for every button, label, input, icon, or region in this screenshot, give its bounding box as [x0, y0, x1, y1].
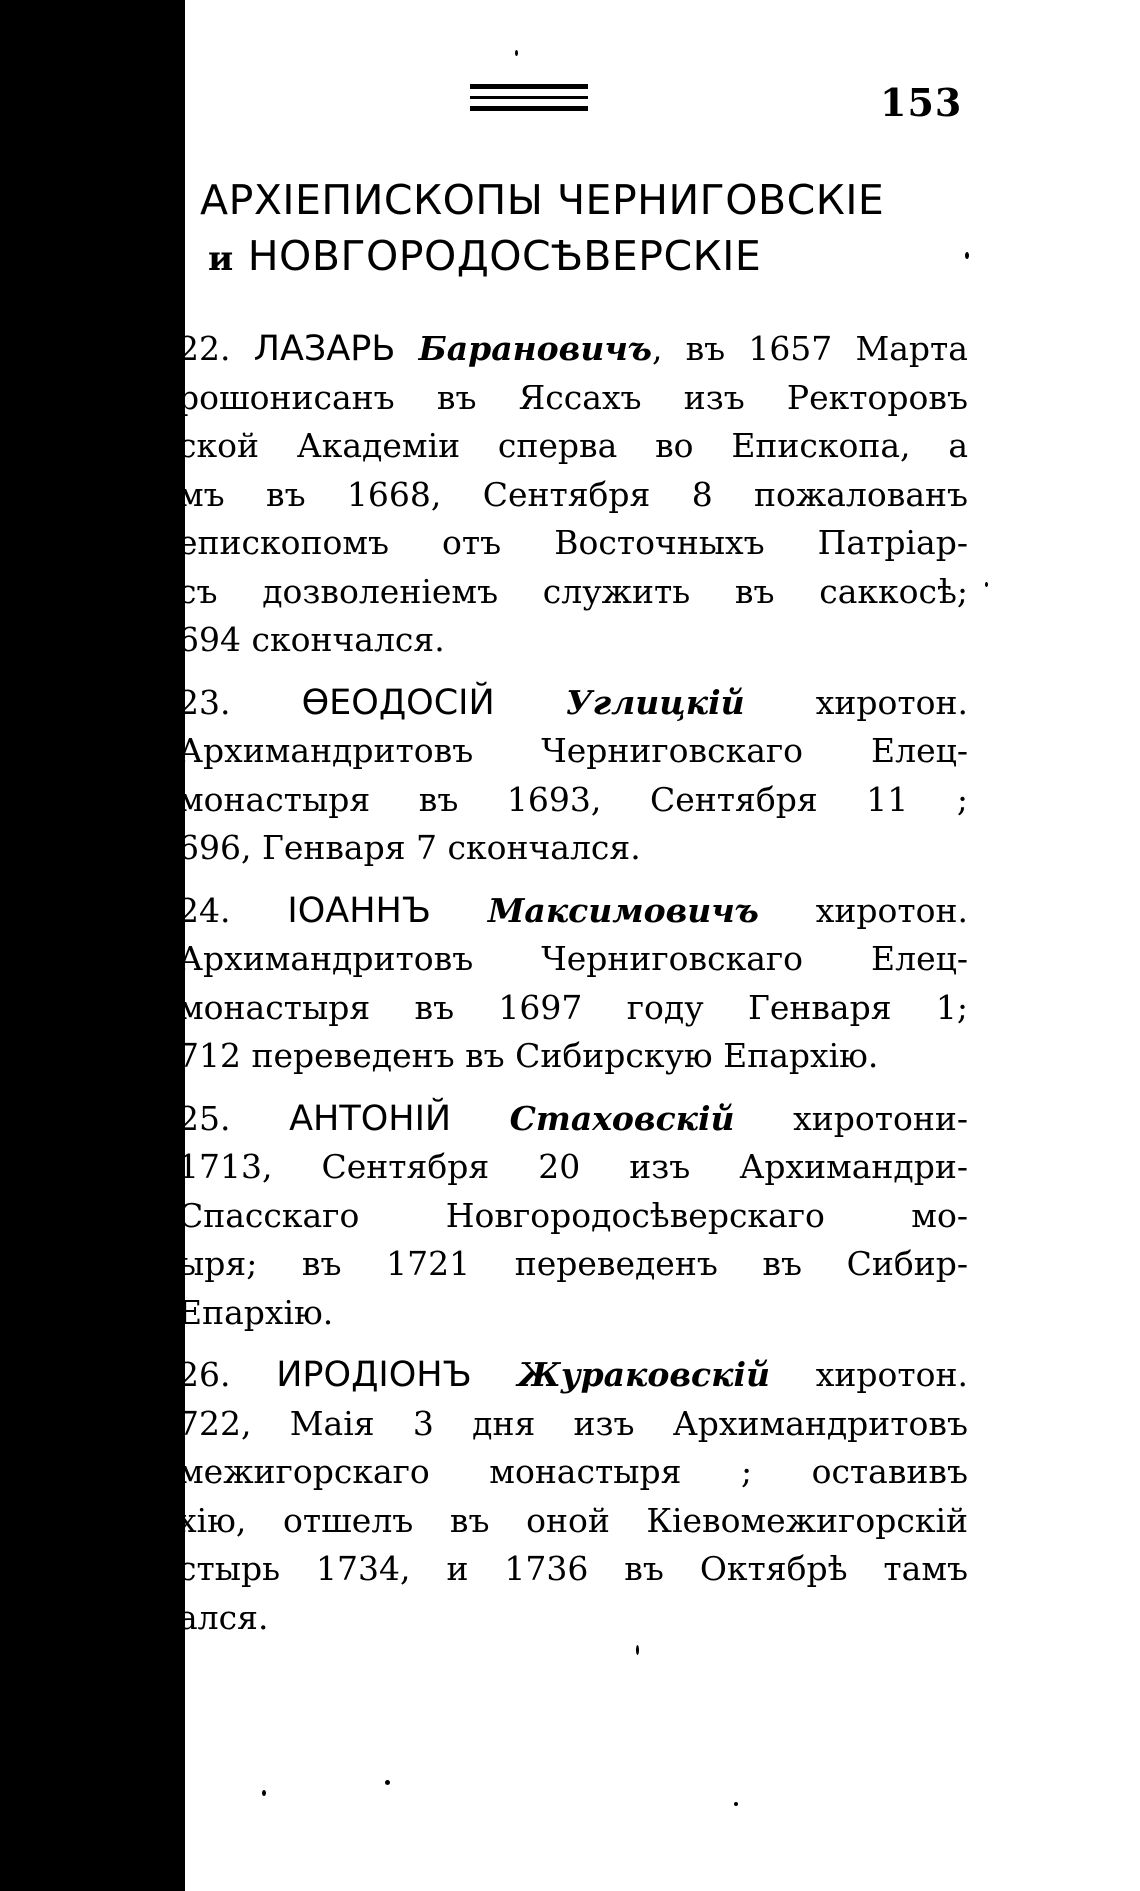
entry-line: мъ въ 1668, Сентября 8 пожалованъ [178, 474, 968, 514]
bishop-name: ЛАЗАРЬ [253, 329, 396, 369]
heading-line-2 [170, 228, 1000, 287]
heading-prefix: ) [170, 176, 187, 224]
biography-entry [178, 1095, 968, 1338]
bishop-surname: Стаховскій [509, 1098, 735, 1138]
entry-line: Архимандритовъ Черниговскаго Елец- [178, 939, 968, 978]
biography-entry [178, 887, 968, 1081]
entry-line: рошонисанъ въ Яссахъ изъ Ректоровъ [178, 377, 968, 417]
heading-title: АРХІЕПИСКОПЫ ЧЕРНИГОВСКІЕ [200, 176, 885, 224]
scan-speck [985, 582, 988, 587]
entry-first-line [178, 887, 968, 936]
entry-gap [178, 1081, 968, 1095]
entry-line: ался. [178, 1597, 269, 1637]
biography-entry [178, 1351, 968, 1642]
header-rule-top [470, 84, 588, 89]
entries-list [178, 325, 968, 1642]
heading-conjunction: и [208, 239, 234, 279]
entry-text: хиротон. [758, 890, 968, 930]
entry-line: епископомъ отъ Восточныхъ Патріар- [178, 523, 968, 562]
entry-text: хиротони- [734, 1098, 968, 1138]
entry-text: хиротон. [770, 1355, 968, 1394]
entry-gap [178, 665, 968, 679]
entry-line: ыря; въ 1721 переведенъ въ Сибир- [178, 1244, 968, 1283]
entry-number: 24. [178, 890, 288, 930]
heading-line-1 [170, 172, 1000, 228]
entry-number: 22. [178, 329, 254, 368]
bishop-name: ІОАННЪ [287, 890, 431, 931]
entry-text: , въ 1657 Марта [651, 329, 968, 368]
entry-line: 1713, Сентября 20 изъ Архимандри- [178, 1147, 968, 1186]
entry-first-line [178, 325, 968, 374]
entry-number: 26. [178, 1355, 277, 1394]
entry-line: 722, Маія 3 дня изъ Архимандритовъ [178, 1403, 968, 1443]
bishop-surname: Жураковскій [517, 1355, 771, 1394]
entry-line: 694 скончался. [178, 620, 445, 659]
entry-line: ской Академіи сперва во Епископа, а [178, 426, 968, 465]
header-rule-bottom [470, 106, 588, 111]
heading-subtitle: НОВГОРОДОСѢВЕРСКІЕ [247, 232, 762, 280]
bishop-surname: Углицкій [565, 682, 745, 722]
bishop-name: ИРОДІОНЪ [276, 1355, 472, 1395]
entry-line: Спасскаго Новгородосѣверскаго мо- [178, 1195, 968, 1235]
bishop-surname: Максимовичъ [487, 890, 759, 930]
scan-speck [965, 252, 969, 259]
entry-line: монастыря въ 1697 году Генваря 1; [178, 987, 968, 1027]
bishop-name: ѲЕОДОСІЙ [301, 682, 495, 723]
bishop-surname: Барановичъ [418, 329, 652, 368]
entry-first-line [178, 1095, 968, 1144]
entry-line: стырь 1734, и 1736 въ Октябрѣ тамъ [178, 1549, 968, 1588]
entry-text: хиротон. [744, 682, 968, 722]
scan-page-edge [0, 0, 185, 1891]
entry-gap [178, 873, 968, 887]
entry-line: монастыря въ 1693, Сентября 11 ; [178, 779, 968, 819]
entry-first-line [178, 679, 968, 728]
scan-speck [636, 1645, 639, 1655]
bishop-name: АНТОНІЙ [289, 1098, 452, 1139]
entry-line: съ дозволеніемъ служить въ саккосѣ; [178, 571, 968, 611]
entry-number: 23. [178, 682, 302, 722]
biography-entry [178, 679, 968, 873]
biography-entry [178, 325, 968, 665]
scan-speck [385, 1780, 390, 1785]
page-number: 153 [880, 80, 963, 125]
entry-line: Епархію. [178, 1292, 334, 1332]
entry-first-line [178, 1351, 968, 1400]
entry-line: хію, отшелъ въ оной Кіевомежигорскій [178, 1500, 968, 1540]
entry-line: 712 переведенъ въ Сибирскую Епархію. [178, 1036, 879, 1075]
entry-line: Архимандритовъ Черниговскаго Елец- [178, 731, 968, 770]
entry-line: межигорскаго монастыря ; оставивъ [178, 1452, 968, 1491]
entry-number: 25. [178, 1098, 290, 1138]
header-rule-mid [470, 96, 588, 99]
scan-speck [734, 1802, 738, 1806]
scan-speck [262, 1790, 266, 1796]
section-heading [170, 172, 1000, 287]
scan-speck [515, 50, 518, 56]
entry-line: 696, Генваря 7 скончался. [178, 828, 641, 867]
entry-gap [178, 1337, 968, 1351]
